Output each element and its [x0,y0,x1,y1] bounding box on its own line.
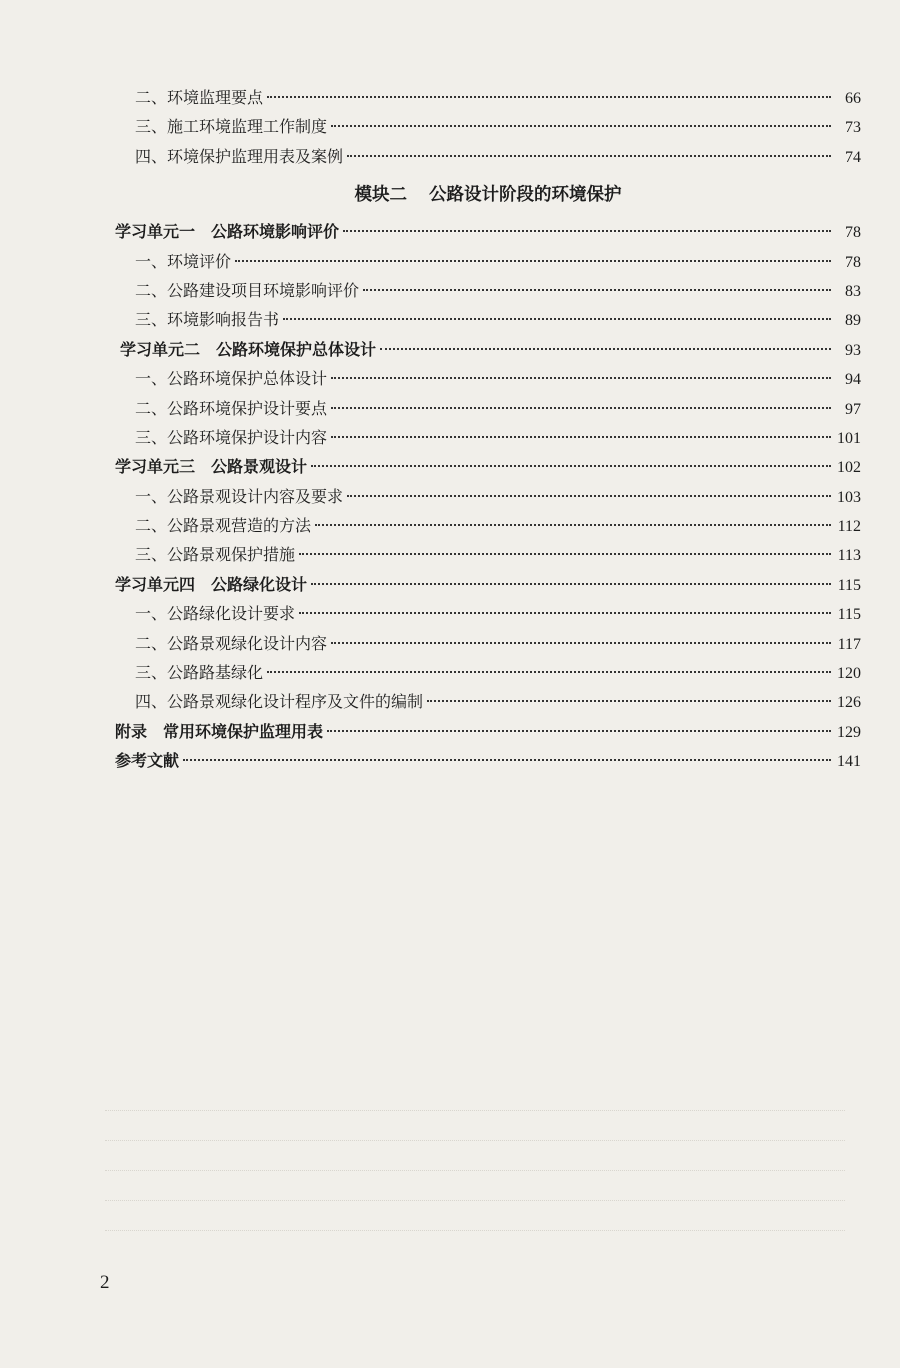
leader-dots [299,553,831,555]
toc-entry[interactable] [115,599,861,628]
toc-entry-page: 117 [837,635,861,653]
toc-entry-page: 94 [845,371,861,389]
toc-entry[interactable] [115,83,861,112]
toc-references-entry[interactable] [115,746,861,775]
toc-entry[interactable] [115,276,861,305]
toc-appendix-entry[interactable] [115,717,861,746]
module-code: 模块二 [354,185,407,206]
leader-dots [235,260,831,262]
leader-dots [380,348,831,350]
toc-entry-page: 112 [837,518,861,536]
toc-entry-page: 102 [837,459,861,477]
toc-entry-label: 三、施工环境监理工作制度 [135,117,328,137]
toc-entry-page: 97 [845,400,861,418]
table-of-contents [115,83,861,776]
toc-entry-page: 103 [837,488,861,506]
toc-entry-page: 93 [845,341,861,359]
toc-entry-page: 115 [837,606,861,624]
toc-entry-label: 一、公路景观设计内容及要求 [135,486,344,506]
toc-entry-label: 二、公路景观绿化设计内容 [135,633,328,653]
toc-entry[interactable] [115,247,861,276]
leader-dots [331,642,831,644]
toc-entry-label: 学习单元三 公路景观设计 [115,457,308,477]
toc-entry[interactable] [115,540,861,569]
toc-entry-page: 101 [837,429,861,447]
leader-dots [347,155,831,157]
toc-entry[interactable] [115,142,861,171]
toc-entry-label: 四、环境保护监理用表及案例 [135,146,344,166]
leader-dots [267,96,831,98]
page-number: 2 [100,1272,110,1293]
toc-entry-page: 66 [845,90,861,107]
toc-entry-page: 73 [845,119,861,137]
leader-dots [183,759,831,761]
toc-entry[interactable] [115,305,861,334]
bleed-through-line [105,1140,845,1141]
toc-entry[interactable] [115,112,861,141]
leader-dots [331,436,831,438]
leader-dots [315,524,831,526]
toc-entry-label: 三、公路环境保护设计内容 [135,427,328,447]
bleed-through-line [105,1110,845,1111]
leader-dots [327,730,831,732]
toc-entry-page: 113 [837,547,861,565]
toc-entry-label: 学习单元四 公路绿化设计 [115,574,308,594]
leader-dots [347,495,831,497]
toc-entry-label: 一、公路环境保护总体设计 [135,369,328,389]
toc-entry-label: 学习单元一 公路环境影响评价 [115,222,340,242]
toc-entry[interactable] [115,423,861,452]
toc-entry-label: 学习单元二 公路环境保护总体设计 [120,339,377,359]
toc-unit-entry[interactable] [115,452,861,481]
leader-dots [267,671,831,673]
toc-entry-page: 78 [845,253,861,271]
toc-entry-label: 参考文献 [115,751,180,771]
toc-unit-entry[interactable] [115,570,861,599]
toc-entry[interactable] [115,482,861,511]
toc-unit-entry[interactable] [115,217,861,246]
leader-dots [311,583,831,585]
toc-unit-entry[interactable] [115,335,861,364]
toc-entry-label: 一、公路绿化设计要求 [135,604,296,624]
leader-dots [343,230,831,232]
toc-entry-page: 141 [837,753,861,771]
toc-entry[interactable] [115,364,861,393]
toc-entry-page: 129 [837,723,861,741]
toc-entry[interactable] [115,629,861,658]
toc-entry-label: 三、公路景观保护措施 [135,545,296,565]
bleed-through-line [105,1230,845,1231]
toc-entry[interactable] [115,687,861,716]
leader-dots [299,612,831,614]
leader-dots [283,318,831,320]
toc-entry-page: 83 [845,282,861,300]
toc-entry-page: 126 [837,694,861,712]
toc-entry-label: 三、公路路基绿化 [135,663,264,683]
toc-main-list [115,217,861,775]
bleed-through-line [105,1200,845,1201]
toc-entry-page: 120 [837,665,861,683]
leader-dots [311,465,831,467]
toc-entry-label: 一、环境评价 [135,251,232,271]
module-title: 公路设计阶段的环境保护 [429,185,622,206]
bleed-through-line [105,1170,845,1171]
toc-entry-page: 115 [837,576,861,594]
leader-dots [331,125,831,127]
toc-entry-label: 二、公路景观营造的方法 [135,516,312,536]
leader-dots [427,700,831,702]
toc-entry-page: 74 [845,148,861,166]
leader-dots [363,289,831,291]
toc-entry-label: 二、环境监理要点 [135,88,264,107]
toc-entry-label: 三、环境影响报告书 [135,310,280,330]
toc-entry[interactable] [115,658,861,687]
toc-entry-label: 二、公路建设项目环境影响评价 [135,280,360,300]
toc-entry[interactable] [115,511,861,540]
toc-entry-label: 四、公路景观绿化设计程序及文件的编制 [135,692,424,712]
toc-entry-label: 附录 常用环境保护监理用表 [115,721,324,741]
toc-entry-label: 二、公路环境保护设计要点 [135,398,328,418]
leader-dots [331,377,831,379]
toc-entry[interactable] [115,394,861,423]
leader-dots [331,407,831,409]
module-heading [115,173,861,217]
toc-entry-page: 78 [845,224,861,242]
toc-entry-page: 89 [845,312,861,330]
